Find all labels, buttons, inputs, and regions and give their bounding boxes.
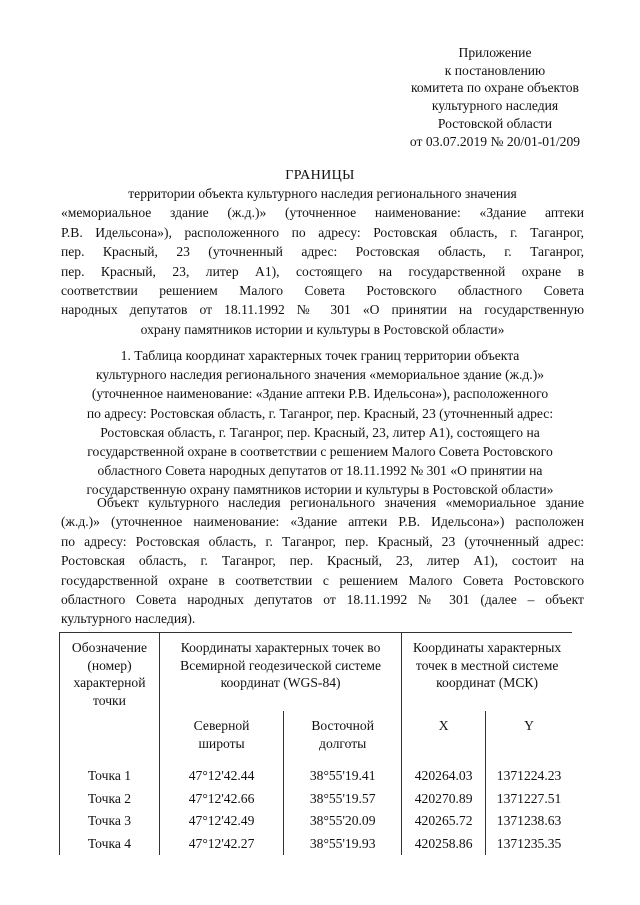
section-1-line: областного Совета народных депутатов от 18.11.1992 № 301 «О принятии на (97, 463, 543, 479)
cell-lon: 38°55'20.09 (284, 810, 402, 833)
subtitle-line: пер. Красный, 23, литер А1), состоящего на государственной охране в (61, 263, 584, 279)
body-line: Ростовская область, г. Таганрог, пер. Красный, 23, литер А1), состоит на (61, 553, 584, 569)
cell-y: 1371227.51 (486, 788, 572, 811)
cell-y: 1371224.23 (486, 765, 572, 788)
cell-lat: 47°12'42.66 (159, 788, 283, 811)
table-row (60, 833, 573, 856)
subtitle-line: территории объекта культурного наследия регионального значения (128, 186, 517, 201)
subtitle-line: пер. Красный, 23 (уточненный адрес: Ростовская область, г. Таганрог, (61, 244, 584, 260)
subheader-x: X (402, 711, 486, 765)
section-1-line: государственную охрану памятников истории и культуры в Ростовской области» (86, 482, 554, 498)
section-1-line: по адресу: Ростовская область, г. Таганрог, пер. Красный, 23 (уточненный адрес: (86, 405, 554, 421)
document-title: ГРАНИЦЫ (285, 168, 355, 183)
cell-lat: 47°12'42.27 (159, 833, 283, 856)
table-row (60, 765, 573, 788)
cell-lat: 47°12'42.44 (159, 765, 283, 788)
body-paragraph (61, 493, 584, 629)
cell-x: 420270.89 (402, 788, 486, 811)
section-1-heading (50, 346, 590, 500)
body-line: (ж.д.)» (уточненное наименование: «Здание аптеки Р.В. Идельсона») расположен (61, 514, 584, 530)
coordinates-table (59, 632, 572, 855)
cell-lon: 38°55'19.93 (284, 833, 402, 856)
section-1-line: 1. Таблица координат характерных точек границ территории объекта (120, 348, 520, 363)
header-point: Обозначение (номер) характерной точки (60, 633, 160, 766)
section-1-line: государственной охране в соответствии с решением Малого Совета Ростовского (87, 444, 553, 460)
table-row (60, 810, 573, 833)
body-line: Объект культурного наследия регионального значения «мемориальное здание (97, 495, 584, 510)
subtitle-line: «мемориальное здание (ж.д.)» (уточненное наименование: «Здание аптеки (61, 205, 584, 221)
appendix-line: культурного наследия (431, 98, 559, 114)
cell-y: 1371235.35 (486, 833, 572, 856)
subtitle-line: охрану памятников истории и культуры в Ростовской области» (140, 321, 505, 337)
cell-point: Точка 4 (60, 833, 160, 856)
appendix-line: комитета по охране объектов (411, 80, 579, 96)
body-line: культурного наследия). (61, 611, 196, 627)
appendix-line: Приложение (458, 45, 532, 60)
body-line: областного Совета народных депутатов от 18.11.1992 № 301 (далее – объект (61, 592, 584, 608)
cell-point: Точка 1 (60, 765, 160, 788)
cell-point: Точка 2 (60, 788, 160, 811)
section-1-line: культурного наследия регионального значения «мемориальное здание (ж.д.)» (95, 367, 545, 383)
appendix-line: к постановлению (444, 62, 546, 78)
cell-lon: 38°55'19.41 (284, 765, 402, 788)
header-wgs: Координаты характерных точек во Всемирной геодезической системе координат (WGS-84) (159, 633, 401, 712)
appendix-line: Ростовской области (437, 115, 553, 131)
cell-lon: 38°55'19.57 (284, 788, 402, 811)
subheader-lon: Восточной долготы (284, 711, 402, 765)
table-row (60, 788, 573, 811)
cell-x: 420258.86 (402, 833, 486, 856)
cell-x: 420265.72 (402, 810, 486, 833)
subtitle-line: Р.В. Идельсона»), расположенного по адресу: Ростовская область, г. Таганрог, (61, 224, 584, 240)
subtitle-block (61, 184, 584, 339)
subtitle-line: народных депутатов от 18.11.1992 № 301 «О принятии на государственную (61, 302, 584, 318)
section-1-line: (уточненное наименование: «Здание аптеки Р.В. Идельсона»), расположенного (91, 386, 549, 402)
table-header-row (60, 633, 573, 712)
subheader-y: Y (486, 711, 572, 765)
appendix-line: от 03.07.2019 № 20/01-01/209 (409, 133, 581, 149)
cell-lat: 47°12'42.49 (159, 810, 283, 833)
cell-point: Точка 3 (60, 810, 160, 833)
header-msk: Координаты характерных точек в местной системе координат (МСК) (402, 633, 572, 712)
body-line: государственной охране в соответствии с решением Малого Совета Ростовского (61, 572, 584, 588)
subheader-lat: Северной широты (159, 711, 283, 765)
appendix-block (380, 44, 610, 150)
subtitle-line: соответствии решением Малого Совета Ростовского областного Совета (61, 283, 584, 299)
cell-x: 420264.03 (402, 765, 486, 788)
section-1-line: Ростовская область, г. Таганрог, пер. Красный, 23, литер А1), состоящего на (100, 424, 540, 440)
body-line: по адресу: Ростовская область, г. Таганрог, пер. Красный, 23 (уточненный адрес: (61, 533, 584, 549)
cell-y: 1371238.63 (486, 810, 572, 833)
